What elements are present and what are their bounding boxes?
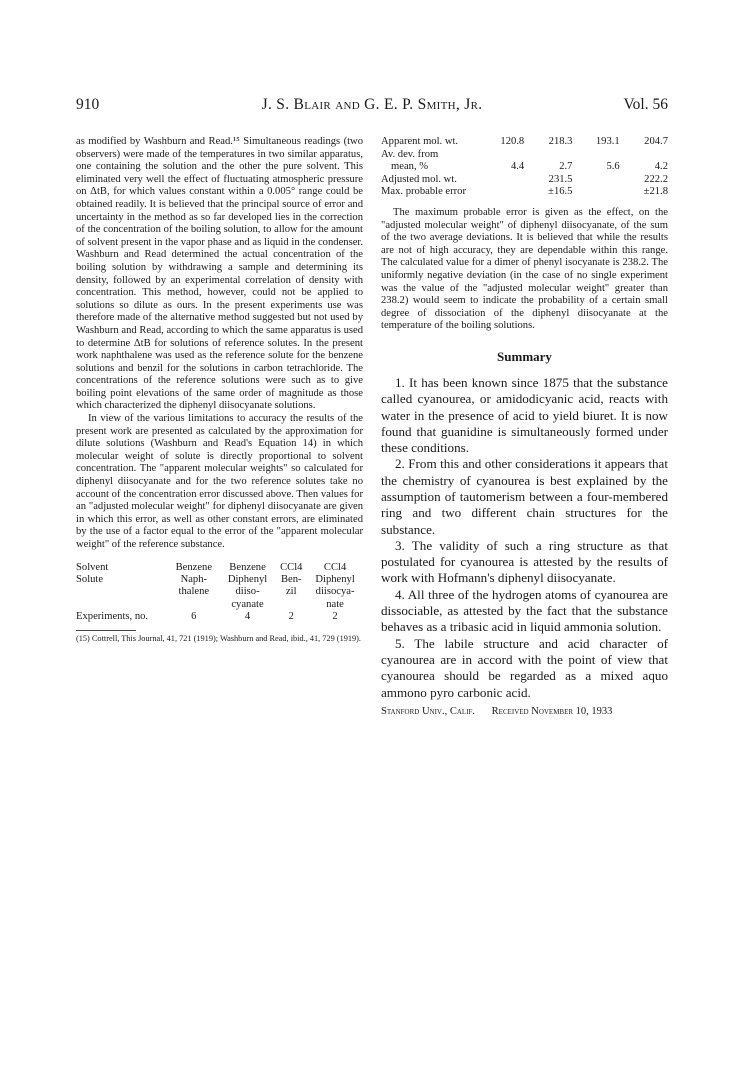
running-header	[76, 96, 668, 118]
summary-item: 1. It has been known since 1875 that the substance called cyanourea, or amidodicyanic acid, reacts with water in the presence of acid to yield biuret. It is now found that guanidine is simultaneously formed under these conditions.	[381, 374, 668, 456]
footnote: (15) Cottrell, This Journal, 41, 721 (1919); Washburn and Read, ibid., 41, 729 (1919).	[76, 633, 362, 643]
table-cell: 218.3	[548, 136, 573, 147]
table-row	[76, 574, 363, 611]
running-title: J. S. Blair and G. E. P. Smith, Jr.	[261, 96, 483, 113]
table-cell: 2.7	[559, 161, 573, 173]
table-cell	[524, 149, 572, 162]
summary-item: 4. All three of the hydrogen atoms of cyanourea are dissociable, as attested by the fact that the substance behaves as a tribasic acid in liquid ammonia solution.	[381, 586, 668, 635]
table-cell: 4.4	[510, 161, 525, 173]
table-cell: CCl4	[280, 561, 303, 573]
table-cell: CCl4	[323, 561, 347, 573]
body-paragraph: as modified by Washburn and Read.¹⁵ Simultaneous readings (two observers) were made of the temperatures in two similar apparatus, one containing the solution and the other the pure solvent. This eliminated very well the effect of fluctuating atmospheric pressure on ΔtB, for which values constant within a 0.005° range could be obtained readily. It is believed that the principal source of error and uncertainty in the method as so far developed lies in the correction of the concentration of the boiling solution, to allow for the amount of solvent present in the vapor phase and as liquid in the condenser. Washburn and Read determined the actual concentration of the boiling solution by withdrawing a sample and determining its density, followed by an experimental correlation of density with concentration. This method, however, could not be applied to solutions so dilute as ours. In the present experiments use was therefore made of the alternative method suggested but not used by Washburn and Read, according to which the same apparatus is used to determine ΔtB for solutions of reference solutes. In the present work naphthalene was used as the reference solute for the benzene solutions and benzil for the solutions in carbon tetrachloride. The concentrations of the reference solutions were such as to give boiling point elevations of the same order of magnitude as those which characterized the diphenyl diisocyanate solutions.	[76, 136, 363, 412]
table-cell: Apparent mol. wt.	[381, 136, 459, 147]
summary-item: 3. The validity of such a ring structure as that postulated for cyanourea is attested by the results of work with Hofmann's diphenyl diisocyanate.	[381, 537, 668, 586]
table-cell: 222.2	[644, 173, 668, 185]
table-cell: 231.5	[548, 173, 573, 185]
table-cell: Ben- zil	[280, 574, 302, 598]
table-cell: Av. dev. from	[381, 148, 439, 160]
table-row	[381, 149, 668, 162]
table-cell: 5.6	[606, 161, 620, 173]
received-date: Received November 10, 1933	[491, 705, 613, 717]
table-cell	[620, 149, 668, 162]
table-cell: Solute	[76, 574, 104, 585]
table-cell: 6	[191, 611, 197, 623]
table-cell: 4.2	[654, 161, 668, 173]
footnote-rule	[76, 630, 136, 631]
table-cell	[477, 186, 524, 199]
table-cell: Adjusted mol. wt.	[381, 173, 457, 185]
page-number: 910	[76, 96, 100, 113]
table-cell: 4	[244, 611, 251, 623]
table-cell: Experiments, no.	[76, 611, 149, 623]
table-cell: 204.7	[644, 136, 668, 147]
table-cell: Diphenyl diiso- cyanate	[227, 574, 268, 610]
table-cell: ±16.5	[548, 186, 573, 198]
right-column	[381, 136, 668, 718]
table-cell: ±21.8	[643, 186, 668, 198]
table-cell: Diphenyl diisocya- nate	[315, 574, 355, 610]
table-row	[381, 136, 668, 149]
summary-item: 5. The labile structure and acid character of cyanourea are in accord with the point of view that cyanourea should be regarded as a mixed aquo ammono pyro carbonic acid.	[381, 635, 668, 700]
table-cell	[477, 174, 524, 187]
signature-line	[381, 705, 668, 718]
summary-list	[381, 375, 668, 701]
table-row	[381, 174, 668, 187]
summary-heading: Summary	[497, 348, 552, 364]
affiliation: Stanford Univ., Calif.	[381, 705, 476, 717]
table-row	[76, 562, 363, 574]
table-cell: 120.8	[500, 136, 525, 147]
solvent-solute-table	[76, 562, 363, 624]
table-row	[381, 186, 668, 199]
molecular-weight-table	[381, 136, 668, 199]
table-cell	[477, 149, 524, 162]
table-cell	[572, 186, 619, 199]
summary-item: 2. From this and other considerations it appears that the chemistry of cyanourea is best explained by the assumption of tautomerism between a four-membered ring and two different chain structures for the substance.	[381, 456, 668, 537]
table-cell: Max. probable error	[381, 186, 467, 198]
table-row	[76, 611, 363, 623]
table-cell: mean, %	[391, 161, 429, 173]
table-cell	[572, 174, 619, 187]
table-cell: Benzene	[229, 561, 266, 573]
table-cell: 2	[288, 611, 294, 623]
table-cell: Benzene	[175, 561, 213, 573]
table-cell: 193.1	[595, 136, 620, 147]
table-cell: 2	[332, 611, 338, 623]
table-row	[381, 161, 668, 174]
volume-label: Vol. 56	[623, 96, 668, 113]
left-column	[76, 136, 363, 644]
body-paragraph: The maximum probable error is given as the effect, on the "adjusted molecular weight" of diphenyl diisocyanate, of the sum of the two average deviations. It is believed that while the results are not of high accuracy, they are dependable within this range. The calculated value for a dimer of phenyl isocyanate is 238.2. The uniformly negative deviation (in the case of no single experiment was the value of the "adjusted molecular weight" greater than 238.2) would seem to indicate the probability of a certain small degree of dissociation of the diphenyl diisocyanate at the temperature of the boiling solutions.	[381, 206, 668, 332]
table-cell: Naph- thalene	[178, 574, 210, 598]
table-cell: Solvent	[76, 561, 109, 573]
table-cell	[572, 149, 619, 162]
body-paragraph: In view of the various limitations to accuracy the results of the present work are presented as calculated by the approximation for dilute solutions (Washburn and Read's Equation 14) in which molecular weight of solute is directly proportional to solvent concentration. The "apparent molecular weights" so calculated for diphenyl diisocyanate and for the two reference solutes take no account of the concentration error discussed above. Then values for an "adjusted molecular weight" for diphenyl diisocyanate are given in which this error, as well as other constant errors, are eliminated by the use of a factor equal to the error of the "apparent molecular weight" of the reference substance.	[76, 413, 363, 550]
